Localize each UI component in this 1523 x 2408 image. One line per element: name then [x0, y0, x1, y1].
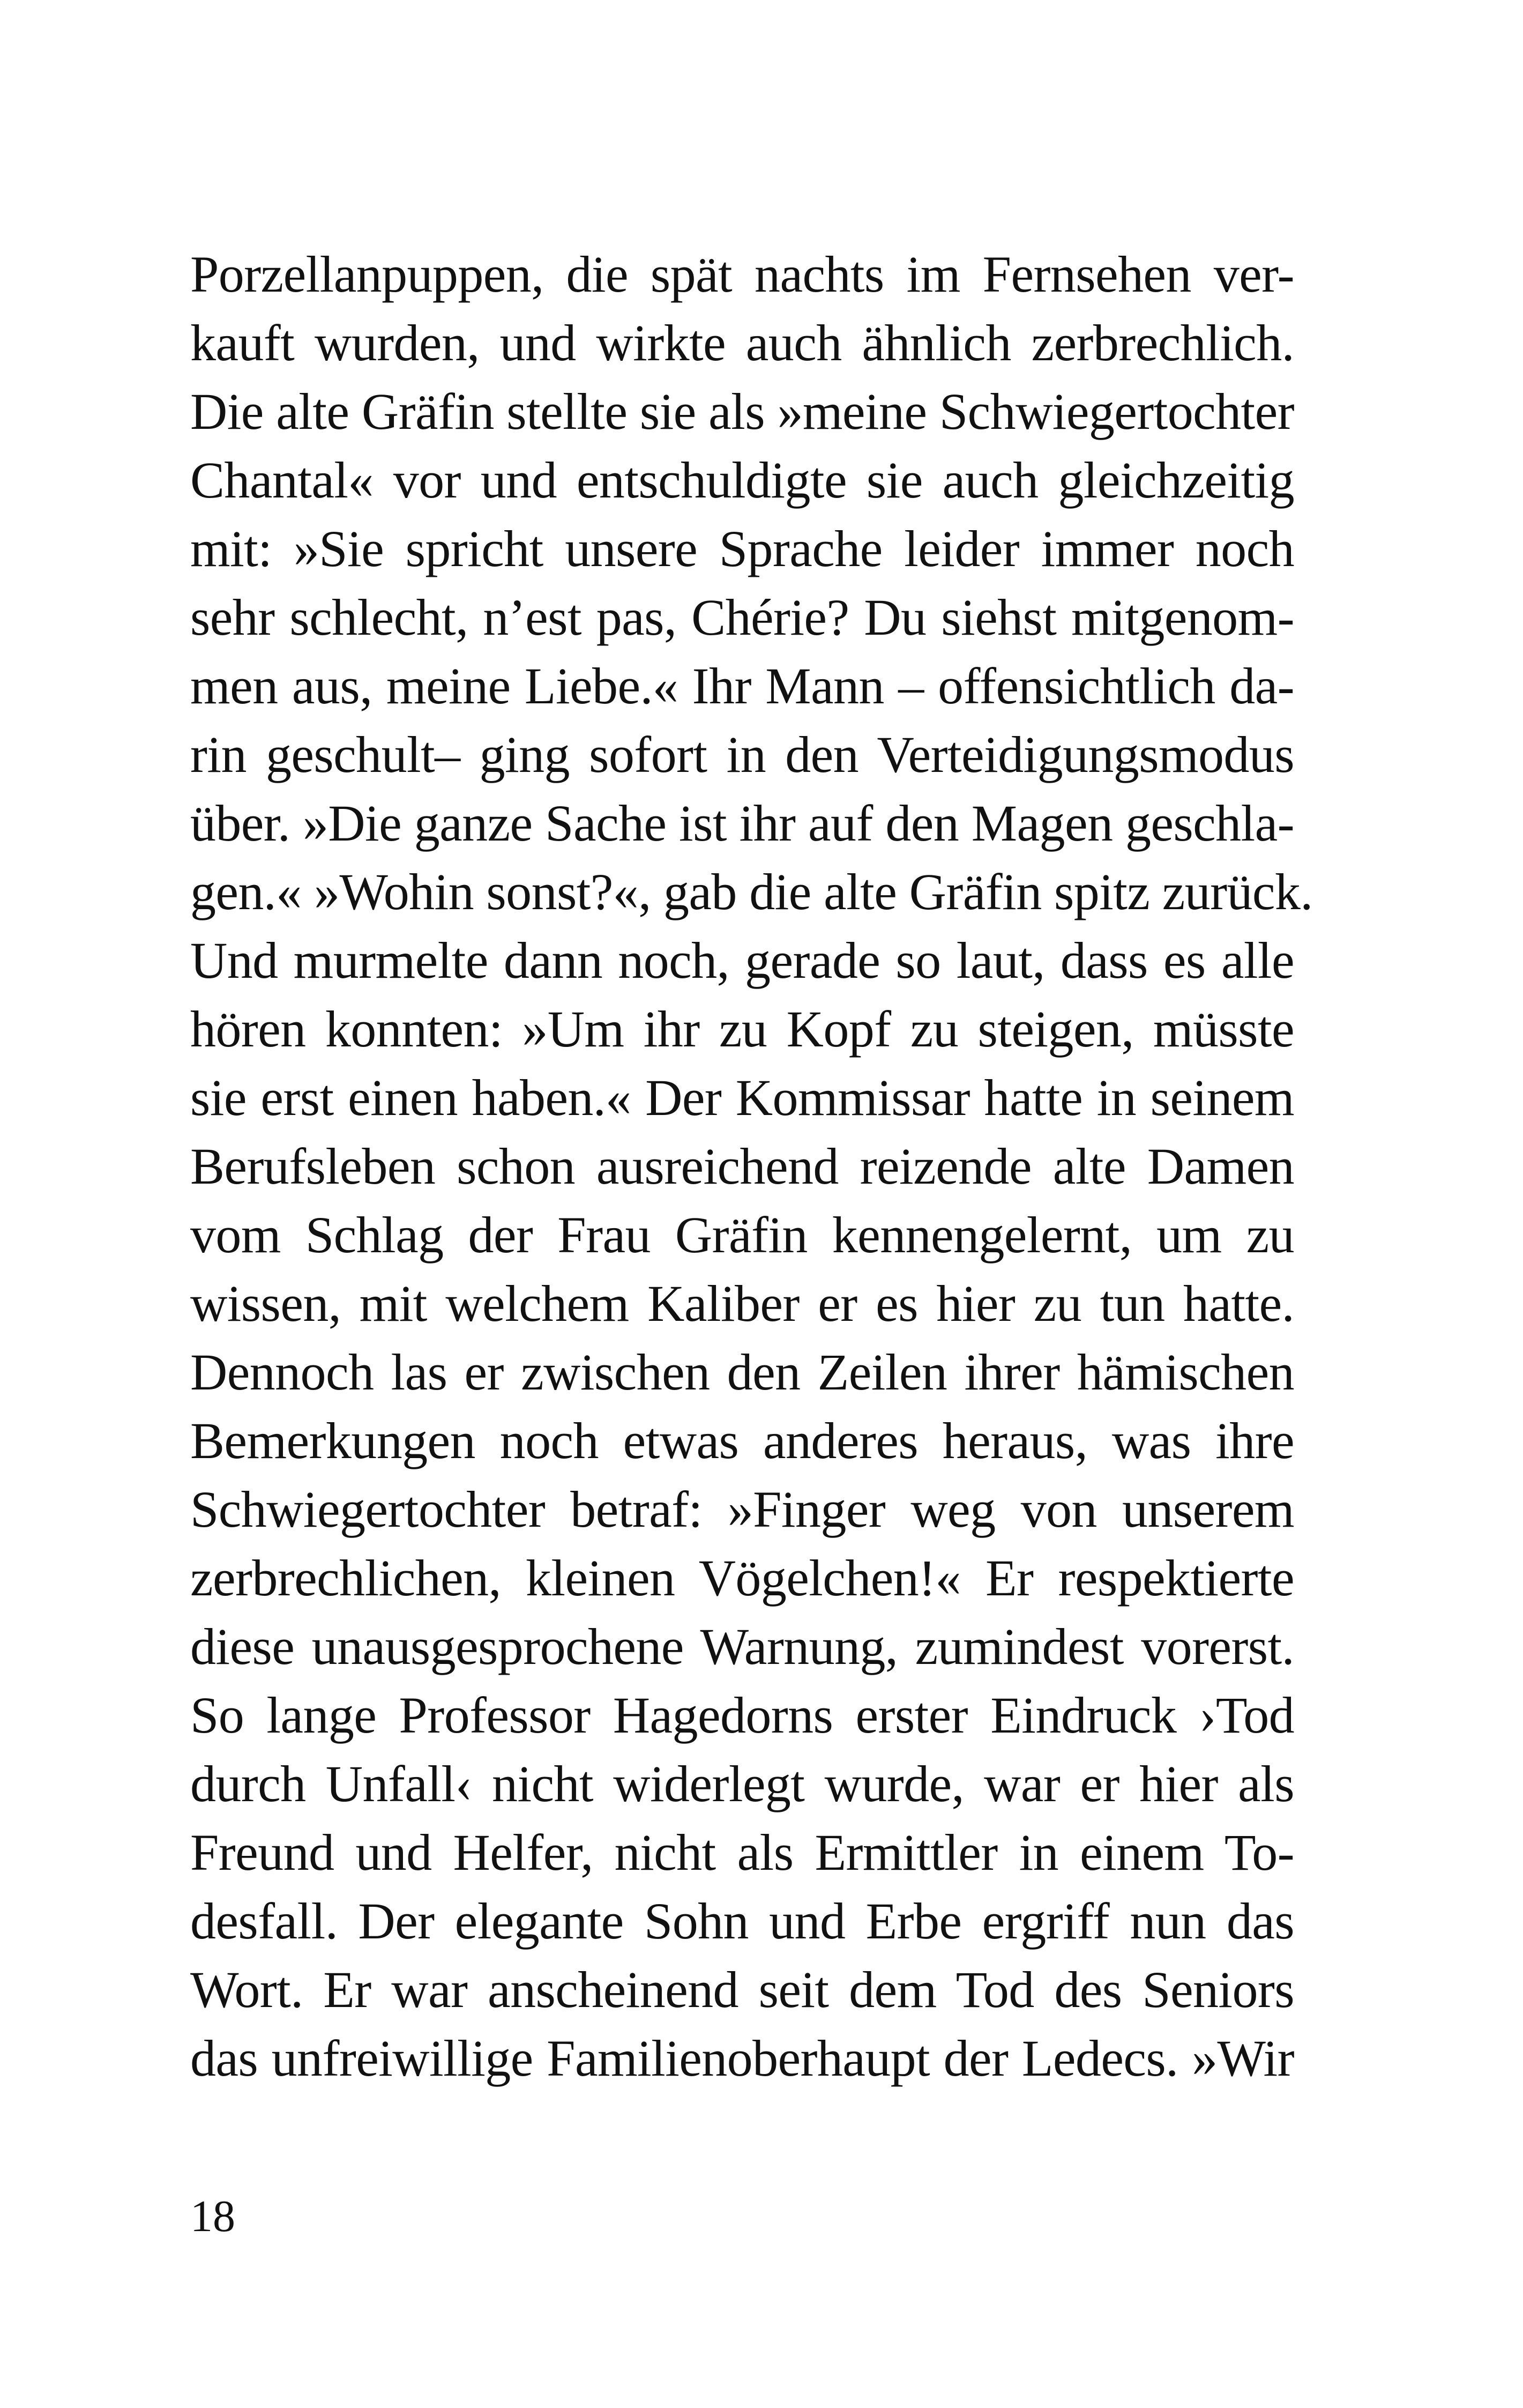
text-line-1: Porzellanpuppen, die spät nachts im Fernsehen ver- — [190, 246, 1294, 303]
text-line-22: So lange Professor Hagedorns erster Eindruck ›Tod — [190, 1686, 1294, 1744]
text-line-13: sie erst einen haben.« Der Kommissar hatte in seinem — [190, 1069, 1294, 1126]
text-line-16: wissen, mit welchem Kaliber er es hier zu tun hatte. — [190, 1275, 1294, 1332]
text-line-19: Schwiegertochter betraf: »Finger weg von unserem — [190, 1481, 1294, 1538]
page-number: 18 — [190, 2191, 235, 2241]
text-line-9: über. »Die ganze Sache ist ihr auf den Magen geschla- — [190, 794, 1294, 852]
text-line-26: Wort. Er war anscheinend seit dem Tod des Seniors — [190, 1961, 1294, 2018]
text-line-5: mit: »Sie spricht unsere Sprache leider immer noch — [190, 520, 1294, 577]
text-line-2: kauft wurden, und wirkte auch ähnlich zerbrechlich. — [190, 314, 1294, 371]
text-line-24: Freund und Helfer, nicht als Ermittler in einem To- — [190, 1824, 1294, 1881]
text-line-15: vom Schlag der Frau Gräfin kennengelernt, um zu — [190, 1206, 1294, 1264]
text-line-7: men aus, meine Liebe.« Ihr Mann – offensichtlich da- — [190, 657, 1294, 715]
text-line-10: gen.« »Wohin sonst?«, gab die alte Gräfin spitz zurück. — [190, 863, 1313, 920]
text-line-6: sehr schlecht, n’est pas, Chérie? Du siehst mitgenom- — [190, 589, 1294, 646]
text-line-23: durch Unfall‹ nicht widerlegt wurde, war er hier als — [190, 1755, 1294, 1812]
text-line-12: hören konnten: »Um ihr zu Kopf zu steigen, müsste — [190, 1000, 1294, 1058]
text-line-25: desfall. Der elegante Sohn und Erbe ergriff nun das — [190, 1892, 1294, 1950]
text-line-21: diese unausgesprochene Warnung, zumindest vorerst. — [190, 1618, 1294, 1675]
text-line-20: zerbrechlichen, kleinen Vögelchen!« Er respektierte — [190, 1549, 1294, 1607]
text-line-11: Und murmelte dann noch, gerade so laut, dass es alle — [190, 932, 1294, 989]
text-line-27: das unfreiwillige Familienoberhaupt der Ledecs. »Wir — [190, 2030, 1294, 2087]
text-line-8: rin geschult– ging sofort in den Verteidigungsmodus — [190, 726, 1294, 783]
text-line-3: Die alte Gräfin stellte sie als »meine Schwiegertochter — [190, 383, 1294, 440]
body-text — [190, 240, 1313, 2093]
text-line-14: Berufsleben schon ausreichend reizende alte Damen — [190, 1138, 1294, 1195]
text-line-17: Dennoch las er zwischen den Zeilen ihrer hämischen — [190, 1343, 1294, 1401]
text-line-18: Bemerkungen noch etwas anderes heraus, was ihre — [190, 1412, 1294, 1469]
text-line-4: Chantal« vor und entschuldigte sie auch gleichzeitig — [190, 451, 1294, 509]
